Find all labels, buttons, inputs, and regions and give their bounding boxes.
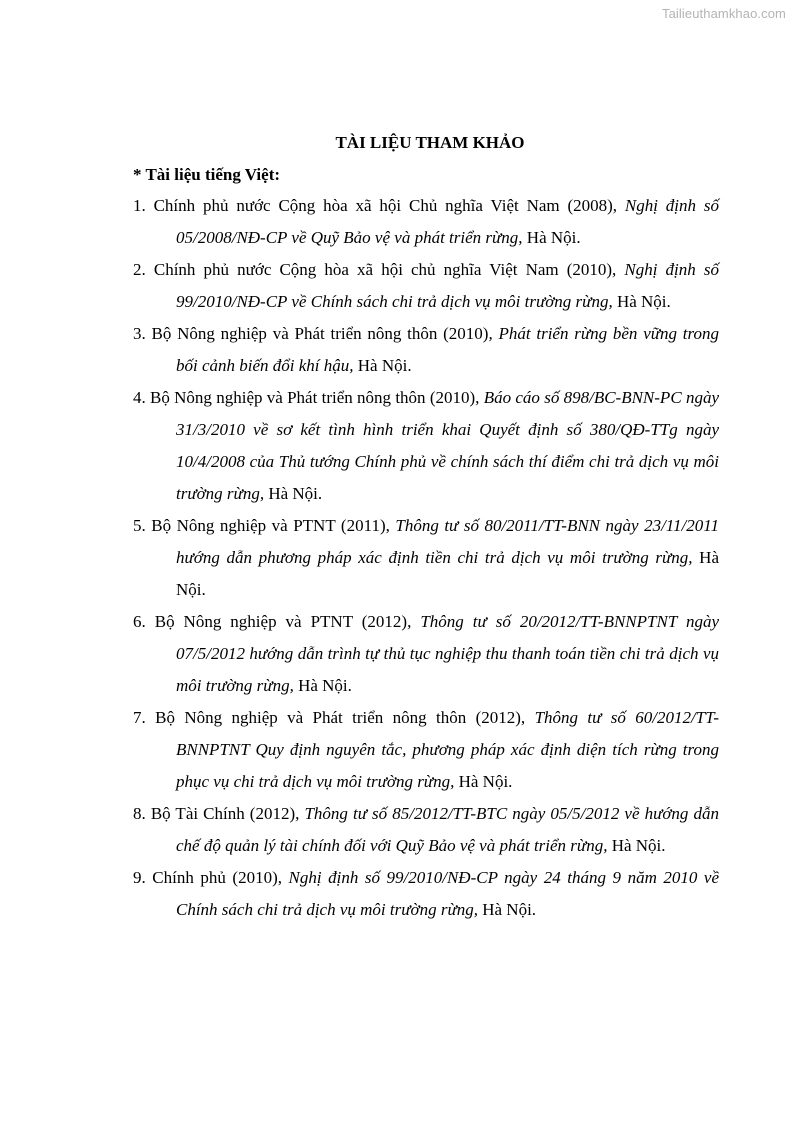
- reference-number: 5.: [133, 516, 146, 535]
- reference-item: [133, 510, 719, 606]
- reference-number: 4.: [133, 388, 146, 407]
- reference-list: [133, 190, 719, 926]
- reference-text: Bộ Nông nghiệp và Phát triển nông thôn (2012),: [145, 708, 535, 727]
- section-heading: * Tài liệu tiếng Việt:: [133, 165, 281, 184]
- reference-place: Hà Nội.: [522, 228, 581, 247]
- reference-text: Chính phủ nước Cộng hòa xã hội Chủ nghĩa Việt Nam (2008),: [145, 196, 625, 215]
- document-body: [133, 132, 719, 926]
- reference-place: Hà Nội.: [293, 676, 352, 695]
- reference-number: 8.: [133, 804, 146, 823]
- reference-item: [133, 702, 719, 798]
- reference-place: Hà Nội.: [176, 548, 719, 599]
- reference-title: Nghị định số 05/2008/NĐ-CP về Quỹ Bảo vệ và phát triển rừng,: [176, 196, 719, 247]
- reference-place: Hà Nội.: [607, 836, 666, 855]
- reference-place: Hà Nội.: [612, 292, 671, 311]
- reference-item: [133, 254, 719, 318]
- reference-text: Bộ Nông nghiệp và Phát triển nông thôn (2010),: [145, 388, 484, 407]
- reference-place: Hà Nội.: [477, 900, 537, 919]
- reference-item: [133, 798, 719, 862]
- reference-title: , Phát triển rừng bền vững trong bối cảnh biến đổi khí hậu,: [176, 324, 719, 375]
- reference-text: Bộ Nông nghiệp và PTNT (2011),: [145, 516, 396, 535]
- watermark-text: Tailieuthamkhao.com: [661, 6, 786, 21]
- page-title: TÀI LIỆU THAM KHẢO: [335, 133, 525, 152]
- reference-title: Thông tư số 60/2012/TT-BNNPTNT Quy định nguyên tắc, phương pháp xác định diện tích rừng trong phục vụ chi trả dịch vụ môi trường rừng,: [176, 708, 719, 791]
- reference-number: 6.: [133, 612, 146, 631]
- reference-place: Hà Nội.: [454, 772, 513, 791]
- reference-text: Bộ Tài Chính (2012),: [145, 804, 305, 823]
- reference-title: Nghị định số 99/2010/NĐ-CP ngày 24 tháng 9 năm 2010 về Chính sách chi trả dịch vụ môi trường rừng,: [176, 868, 719, 919]
- reference-title: Nghị định số 99/2010/NĐ-CP về Chính sách chi trả dịch vụ môi trường rừng,: [176, 260, 719, 311]
- reference-text: Chính phủ nước Cộng hòa xã hội chủ nghĩa Việt Nam (2010),: [145, 260, 625, 279]
- reference-item: [133, 606, 719, 702]
- reference-number: 9.: [133, 868, 146, 887]
- reference-number: 1.: [133, 196, 146, 215]
- reference-title: Thông tư số 20/2012/TT-BNNPTNT ngày 07/5/2012 hướng dẫn trình tự thủ tục nghiệp thu thanh toán tiền chi trả dịch vụ môi trường rừng,: [176, 612, 719, 695]
- reference-title: Thông tư số 80/2011/TT-BNN ngày 23/11/2011 hướng dẫn phương pháp xác định tiền chi trả dịch vụ môi trường rừng,: [176, 516, 719, 567]
- reference-title: Báo cáo số 898/BC-BNN-PC ngày 31/3/2010 về sơ kết tình hình triển khai Quyết định số 380/QĐ-TTg ngày 10/4/2008 của Thủ tướng Chính phủ về chính sách thí điểm chi trả dịch vụ môi trường rừng,: [176, 388, 719, 503]
- reference-text: Bộ Nông nghiệp và PTNT (2012),: [145, 612, 421, 631]
- reference-item: [133, 190, 719, 254]
- reference-title: Thông tư số 85/2012/TT-BTC ngày 05/5/2012 về hướng dẫn chế độ quản lý tài chính đối với Quỹ Bảo vệ và phát triển rừng,: [176, 804, 719, 855]
- reference-place: Hà Nội.: [353, 356, 412, 375]
- reference-item: [133, 382, 719, 510]
- reference-number: 3.: [133, 324, 146, 343]
- reference-number: 7.: [133, 708, 146, 727]
- reference-text: Bộ Nông nghiệp và Phát triển nông thôn (2010): [145, 324, 489, 343]
- reference-item: [133, 862, 719, 926]
- reference-place: Hà Nội.: [264, 484, 323, 503]
- reference-number: 2.: [133, 260, 146, 279]
- reference-item: [133, 318, 719, 382]
- reference-text: Chính phủ (2010),: [145, 868, 289, 887]
